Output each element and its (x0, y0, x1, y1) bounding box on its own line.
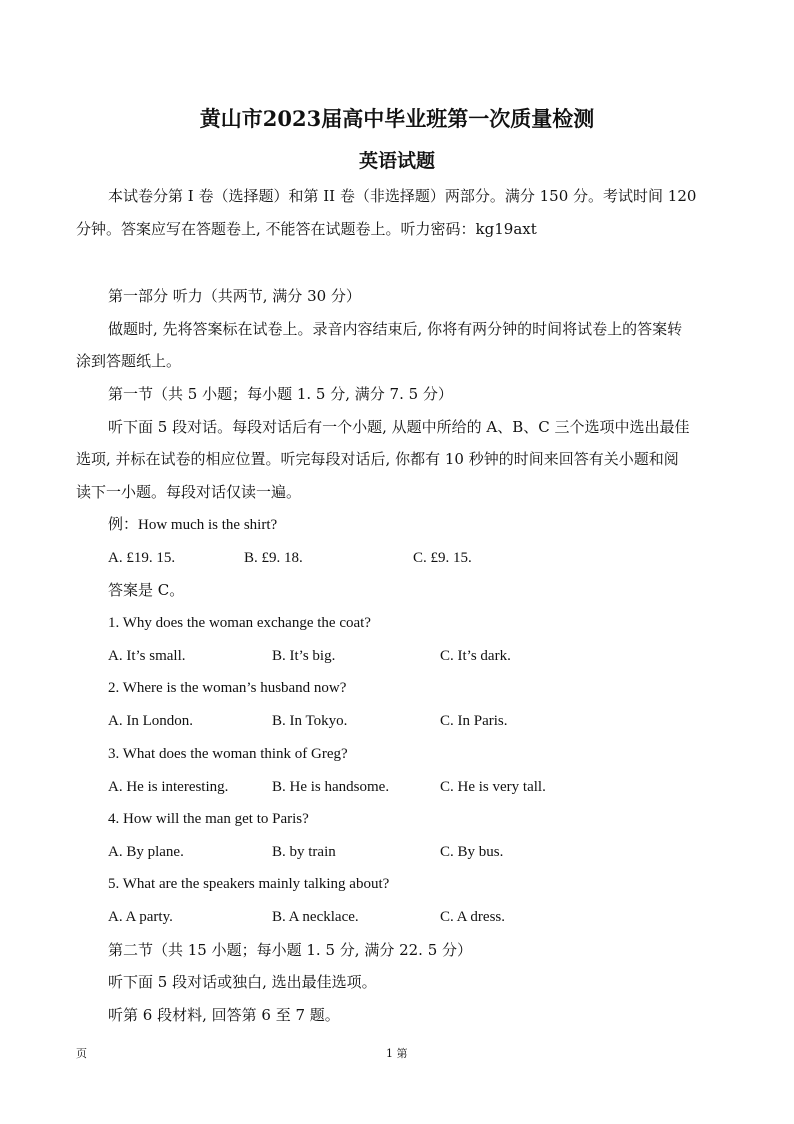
footer-page-number: 1 第 (386, 1047, 408, 1060)
exam-title: 黄山市2023届高中毕业班第一次质量检测 (199, 106, 595, 131)
question-5-option-a: A. A party. (108, 909, 173, 925)
part1-heading: 第一部分 听力（共两节, 满分 30 分） (108, 287, 361, 305)
question-4-option-b: B. by train (272, 844, 336, 860)
question-2-option-a: A. In London. (108, 713, 193, 729)
question-3-option-c: C. He is very tall. (440, 779, 546, 795)
section1-heading: 第一节（共 5 小题；每小题 1. 5 分, 满分 7. 5 分） (108, 385, 453, 403)
question-4: 4. How will the man get to Paris? (108, 811, 309, 827)
question-1-option-a: A. It’s small. (108, 648, 186, 664)
example-option-c: C. £9. 15. (413, 550, 472, 566)
intro-line-2: 分钟。答案应写在答题卷上, 不能答在试题卷上。听力密码：kg19axt (76, 220, 537, 238)
section1-instruction-line-2: 选项, 并标在试卷的相应位置。听完每段对话后, 你都有 10 秒钟的时间来回答有关小题和阅 (76, 450, 679, 468)
section2-material-note: 听第 6 段材料, 回答第 6 至 7 题。 (108, 1006, 340, 1024)
section2-instruction: 听下面 5 段对话或独白, 选出最佳选项。 (108, 973, 377, 991)
question-5: 5. What are the speakers mainly talking about? (108, 876, 390, 892)
question-3: 3. What does the woman think of Greg? (108, 746, 348, 762)
question-4-option-c: C. By bus. (440, 844, 504, 860)
question-5-option-c: C. A dress. (440, 909, 506, 925)
question-2-option-b: B. In Tokyo. (272, 713, 348, 729)
example-option-b: B. £9. 18. (244, 550, 303, 566)
question-2-option-c: C. In Paris. (440, 713, 508, 729)
section2-heading: 第二节（共 15 小题；每小题 1. 5 分, 满分 22. 5 分） (108, 941, 473, 959)
section1-instruction-line-3: 读下一小题。每段对话仅读一遍。 (76, 483, 302, 501)
footer-page-label: 页 (76, 1047, 87, 1060)
intro-line-1: 本试卷分第 I 卷（选择题）和第 II 卷（非选择题）两部分。满分 150 分。考试时间 120 (108, 187, 697, 205)
exam-subtitle: 英语试题 (358, 150, 435, 172)
question-2: 2. Where is the woman’s husband now? (108, 680, 347, 696)
example-question: 例：How much is the shirt? (108, 517, 278, 533)
question-3-option-a: A. He is interesting. (108, 779, 229, 795)
question-3-option-b: B. He is handsome. (272, 779, 390, 795)
question-1-option-b: B. It’s big. (272, 648, 336, 664)
part1-note-line-2: 涂到答题纸上。 (76, 352, 182, 370)
question-1-option-c: C. It’s dark. (440, 648, 511, 664)
question-1: 1. Why does the woman exchange the coat? (108, 615, 371, 631)
question-4-option-a: A. By plane. (108, 844, 184, 860)
question-5-option-b: B. A necklace. (272, 909, 359, 925)
section1-instruction-line-1: 听下面 5 段对话。每段对话后有一个小题, 从题中所给的 A、B、C 三个选项中选出最佳 (108, 418, 690, 436)
part1-note-line-1: 做题时, 先将答案标在试卷上。录音内容结束后, 你将有两分钟的时间将试卷上的答案转 (108, 320, 683, 338)
example-option-a: A. £19. 15. (108, 550, 176, 566)
example-answer: 答案是 C。 (108, 581, 185, 599)
